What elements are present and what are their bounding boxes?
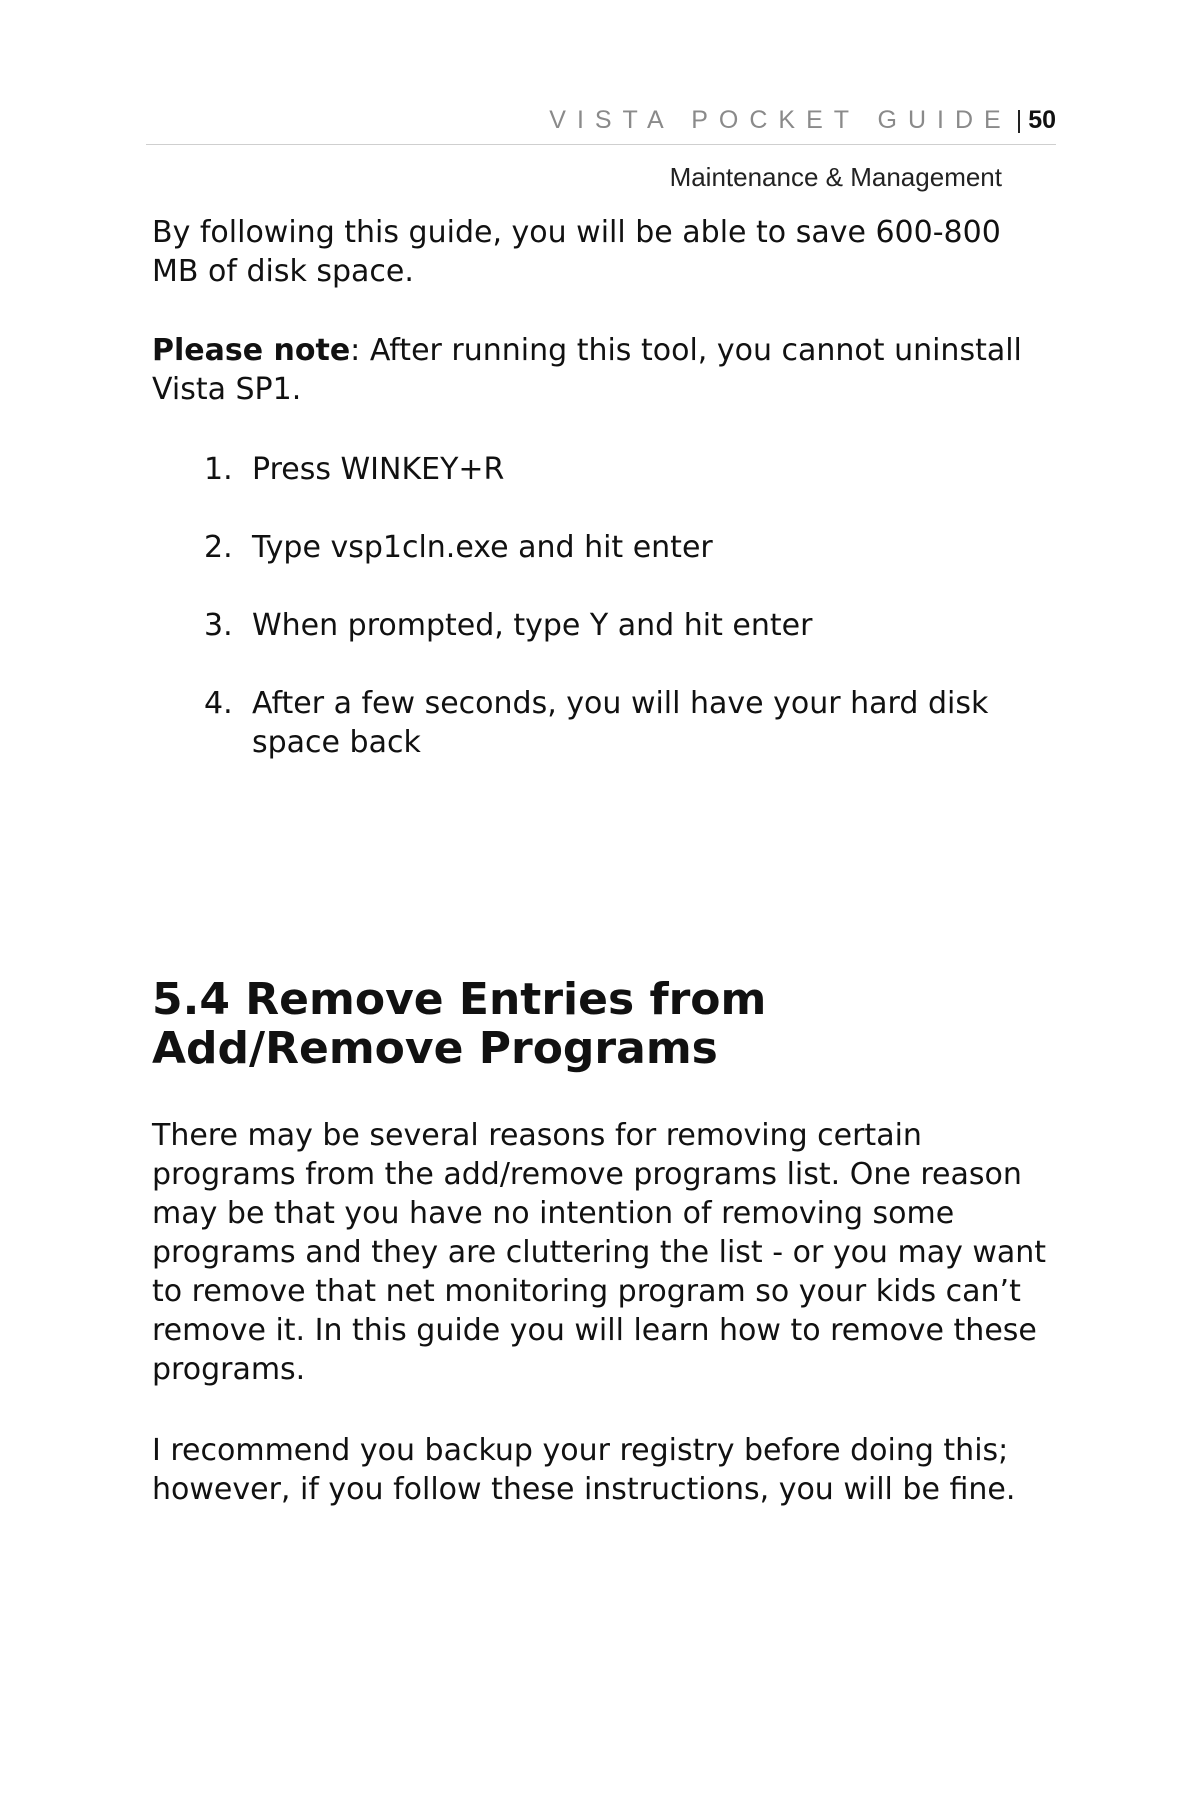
note-label: Please note (152, 333, 351, 368)
list-item (152, 684, 1062, 762)
body-paragraph: I recommend you backup your registry before doing this; however, if you follow these instructions, you will be fine. (152, 1433, 1016, 1507)
step-number: 4. (204, 686, 233, 721)
step-number: 3. (204, 608, 233, 643)
header-rule (146, 144, 1056, 145)
list-item (152, 528, 1062, 567)
step-text: Type vsp1cln.exe and hit enter (252, 530, 713, 565)
list-item (152, 606, 1062, 645)
note-paragraph (152, 331, 1052, 409)
step-number: 1. (204, 452, 233, 487)
section-heading: 5.4 Remove Entries from Add/Remove Programs (152, 974, 767, 1074)
header-separator: | (1015, 106, 1023, 134)
step-text: When prompted, type Y and hit enter (252, 608, 813, 643)
list-item (152, 450, 1062, 489)
running-header (549, 100, 1056, 140)
section-header: Maintenance & Management (669, 162, 1002, 192)
step-text: Press WINKEY+R (252, 452, 505, 487)
steps-list (152, 450, 1062, 801)
step-number: 2. (204, 530, 233, 565)
step-text: After a few seconds, you will have your hard disk space back (252, 686, 989, 760)
intro-paragraph: By following this guide, you will be able to save 600-800 MB of disk space. (152, 215, 1001, 289)
note-text: : After running this tool, you cannot uninstall Vista SP1. (152, 333, 1022, 407)
page-number: 50 (1028, 106, 1056, 134)
guide-title: VISTA POCKET GUIDE (549, 106, 1012, 134)
body-paragraph: There may be several reasons for removing certain programs from the add/remove programs list. One reason may be that you have no intention of removing some programs and they are cluttering the list - or you may want to remove that net monitoring program so your kids can’t remove it. In this guide you will learn how to remove these programs. (152, 1118, 1047, 1387)
